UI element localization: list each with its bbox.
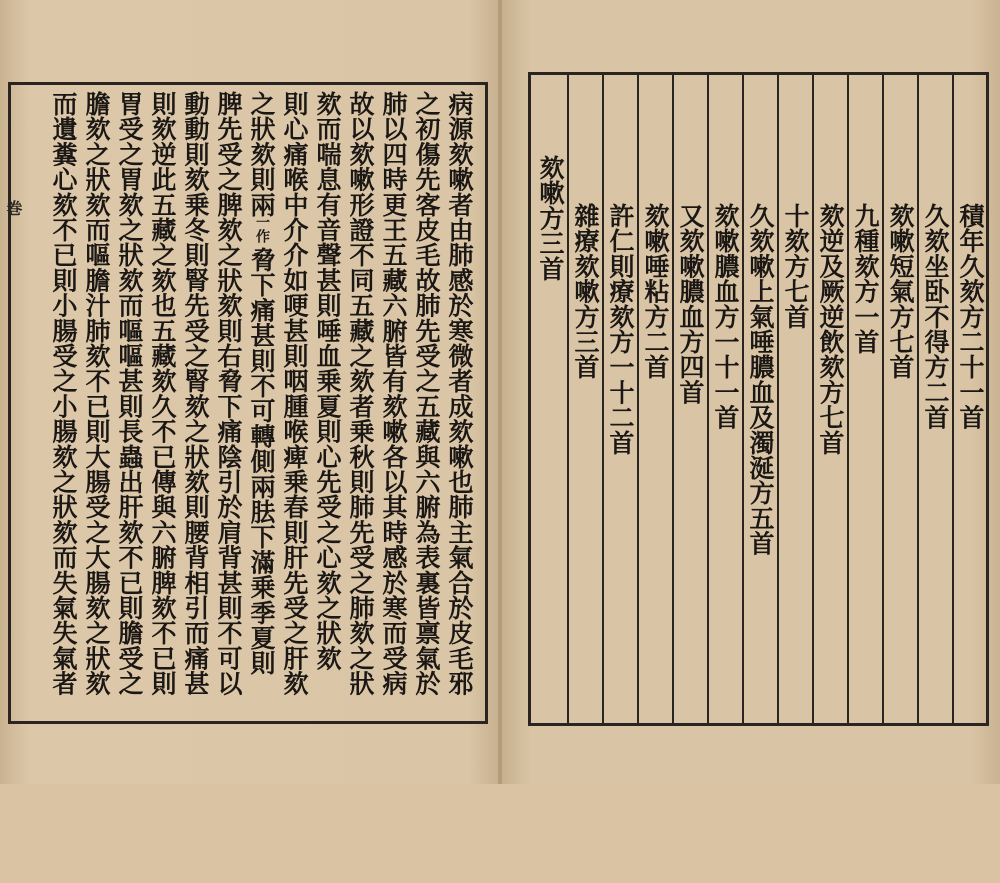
toc-entry: 久欬坐卧不得方二首 (921, 203, 950, 430)
toc-entry: 欬逆及厥逆飲欬方七首 (816, 203, 845, 455)
inline-note: 一作 (254, 215, 270, 244)
text-column: 肺以四時更王五藏六腑皆有欬嗽各以其時感於寒而受病 (379, 91, 408, 696)
column-rule (707, 75, 709, 723)
toc-entry: 九種欬方一首 (851, 203, 880, 355)
toc-entry: 欬嗽短氣方七首 (886, 203, 915, 380)
column-rule (812, 75, 814, 723)
toc-entry: 欬嗽唾粘方二首 (641, 203, 670, 380)
text-column: 之初傷先客皮毛故肺先受之五藏與六腑為表裏皆禀氣於 (412, 91, 441, 696)
column-rule (952, 75, 954, 723)
column-rule (637, 75, 639, 723)
text-column: 膽欬之狀欬而嘔膽汁肺欬不已則大腸受之大腸欬之狀欬 (82, 91, 111, 696)
column-rule (567, 75, 569, 723)
toc-entry: 又欬嗽膿血方四首 (676, 203, 705, 405)
toc-entry: 久欬嗽上氣唾膿血及濁涎方五首 (746, 203, 775, 556)
column-rule (602, 75, 604, 723)
toc-entry: 許仁則療欬方一十二首 (606, 203, 635, 455)
toc-entry: 積年久欬方二十一首 (956, 203, 985, 430)
text-column: 欬而喘息有音聲甚則唾血乗夏則心先受之心欬之狀欬 (313, 91, 342, 671)
text-column: 脅下痛甚則不可轉側兩胠下滿乗季夏則 (247, 247, 276, 676)
text-column: 則欬逆此五藏之欬也五藏欬久不已傳與六腑脾欬不已則 (148, 91, 177, 696)
text-column: 故以欬嗽形證不同五藏之欬者乗秋則肺先受之肺欬之狀 (346, 91, 375, 696)
toc-entry: 欬嗽方三首 (536, 155, 565, 281)
column-rule (847, 75, 849, 723)
text-column: 則心痛喉中介介如哽甚則咽腫喉痺乗春則肝先受之肝欬 (280, 91, 309, 696)
text-column: 病源欬嗽者由肺感於寒微者成欬嗽也肺主氣合於皮毛邪 (445, 91, 474, 696)
left-margin-mark: 巻 (4, 200, 23, 216)
text-column: 脾先受之脾欬之狀欬則右脅下痛陰引於肩背甚則不可以 (214, 91, 243, 696)
column-rule (742, 75, 744, 723)
column-rule (672, 75, 674, 723)
column-rule (882, 75, 884, 723)
text-column: 而遺糞心欬不已則小腸受之小腸欬之狀欬而失氣失氣者 (49, 91, 78, 696)
toc-entry: 十欬方七首 (781, 203, 810, 329)
left-text-block (8, 82, 488, 724)
text-column: 胃受之胃欬之狀欬而嘔嘔甚則長蟲出肝欬不已則膽受之 (115, 91, 144, 696)
toc-entry: 雜療欬嗽方三首 (571, 203, 600, 380)
right-text-block (528, 72, 989, 726)
text-column: 動動則欬乗冬則腎先受之腎欬之狀欬則腰背相引而痛甚 (181, 91, 210, 696)
toc-entry: 欬嗽膿血方一十一首 (711, 203, 740, 430)
column-rule (917, 75, 919, 723)
text-column: 之狀欬則兩 (247, 91, 276, 217)
column-rule (777, 75, 779, 723)
